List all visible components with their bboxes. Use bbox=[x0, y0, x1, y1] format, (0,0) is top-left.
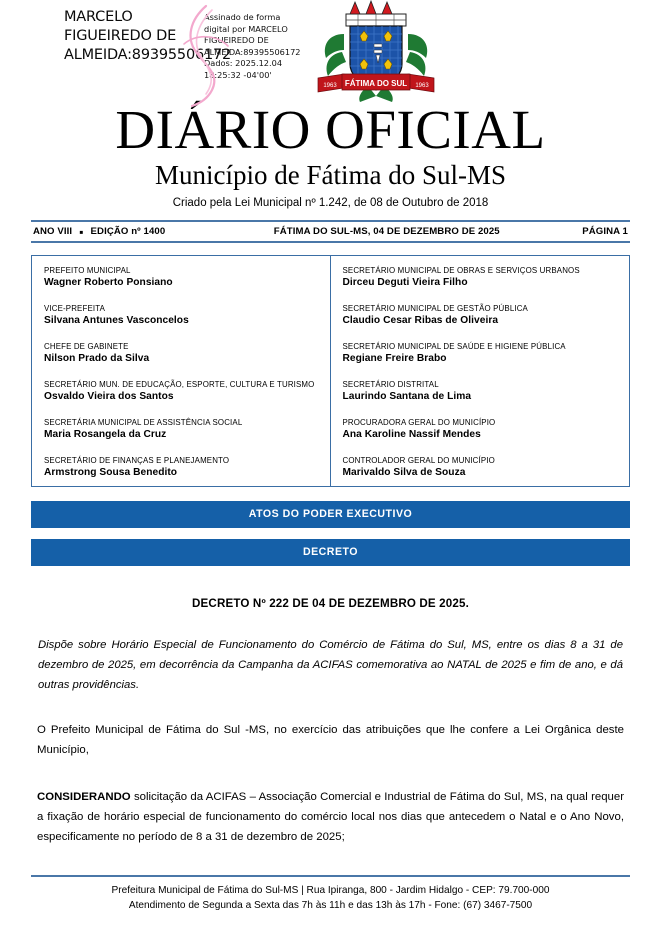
official-name: Nilson Prado da Silva bbox=[44, 353, 150, 364]
official-role: CONTROLADOR GERAL DO MUNICÍPIO bbox=[342, 456, 495, 465]
official-role: VICE-PREFEITA bbox=[44, 304, 105, 313]
official-role: CHEFE DE GABINETE bbox=[44, 342, 129, 351]
official-role: PREFEITO MUNICIPAL bbox=[44, 266, 131, 275]
official-role: PROCURADORA GERAL DO MUNICÍPIO bbox=[342, 418, 496, 427]
signature-detail-line-4: ALMEIDA:89395506172 bbox=[204, 46, 301, 57]
signature-detail-line-3: FIGUEIREDO DE bbox=[204, 35, 269, 46]
signature-detail-line-2: digital por MARCELO bbox=[204, 23, 288, 34]
page-number: PÁGINA 1 bbox=[582, 226, 628, 237]
edition-separator-icon: ▪ bbox=[79, 224, 84, 239]
official-role: SECRETÁRIO MUNICIPAL DE OBRAS E SERVIÇOS URBANOS bbox=[342, 266, 580, 275]
footer-address-line: Prefeitura Municipal de Fátima do Sul-MS | Rua Ipiranga, 800 - Jardim Hidalgo - CEP: 79.700-000 bbox=[111, 885, 550, 896]
official-name: Dirceu Deguti Vieira Filho bbox=[342, 277, 468, 288]
edition-year: ANO VIII bbox=[33, 226, 73, 237]
official-role: SECRETÁRIO MUN. DE EDUCAÇÃO, ESPORTE, CULTURA E TURISMO bbox=[44, 380, 315, 389]
emblem-ribbon-left: 1963 bbox=[323, 83, 337, 89]
masthead bbox=[31, 99, 630, 211]
official-name: Ana Karoline Nassif Mendes bbox=[342, 429, 481, 440]
decree-paragraph-1: O Prefeito Municipal de Fátima do Sul -MS, no exercício das atribuições que lhe confere a Lei Orgânica deste Município, bbox=[37, 724, 624, 756]
page-title: DIÁRIO OFICIAL bbox=[115, 99, 546, 160]
signature-details bbox=[204, 12, 326, 82]
official-entry bbox=[343, 379, 630, 404]
masthead-subtitle: Município de Fátima do Sul-MS bbox=[155, 160, 506, 190]
page-footer bbox=[31, 875, 630, 913]
section-banner-executive-acts: ATOS DO PODER EXECUTIVO bbox=[31, 501, 630, 528]
emblem-ribbon-right: 1963 bbox=[415, 83, 429, 89]
edition-city-date: FÁTIMA DO SUL-MS, 04 DE DEZEMBRO DE 2025 bbox=[273, 226, 500, 237]
official-role: SECRETÁRIO DISTRITAL bbox=[342, 380, 439, 389]
considerando-label: CONSIDERANDO bbox=[37, 791, 131, 803]
decree-title: DECRETO Nº 222 DE 04 DE DEZEMBRO DE 2025. bbox=[192, 597, 469, 610]
signature-detail-line-6: 18:25:32 -04'00' bbox=[204, 69, 272, 80]
official-role: SECRETÁRIO MUNICIPAL DE GESTÃO PÚBLICA bbox=[342, 304, 528, 313]
official-entry bbox=[44, 341, 330, 366]
considerando-text: solicitação da ACIFAS – Associação Comercial e Industrial de Fátima do Sul, MS, na qual requer a fixação de horário especial de funcionamento do comércio local nos dias que antecedem o Natal e o Ano Novo, especificamente no período de 8 a 31 de dezembro de 2025; bbox=[37, 791, 624, 843]
official-name: Maria Rosangela da Cruz bbox=[44, 429, 167, 440]
officials-column-right bbox=[331, 256, 630, 486]
edition-bar bbox=[31, 220, 630, 243]
official-role: SECRETÁRIO MUNICIPAL DE SAÚDE E HIGIENE PÚBLICA bbox=[342, 342, 566, 351]
official-name: Regiane Freire Brabo bbox=[342, 353, 447, 364]
emblem-banner-text: FÁTIMA DO SUL bbox=[344, 79, 408, 88]
official-name: Claudio Cesar Ribas de Oliveira bbox=[342, 315, 499, 326]
official-name: Armstrong Sousa Benedito bbox=[44, 467, 178, 478]
official-name: Laurindo Santana de Lima bbox=[342, 391, 472, 402]
decree-summary: Dispõe sobre Horário Especial de Funcionamento do Comércio de Fátima do Sul, MS, entre os dias 8 a 31 de dezembro de 2025, em decorrência da Campanha da ACIFAS comemorativa ao NATAL de 2025 e fim de ano, e dá outras providências. bbox=[38, 639, 623, 691]
official-entry bbox=[44, 303, 330, 328]
decree-considerando-paragraph bbox=[31, 787, 630, 847]
officials-column-left bbox=[32, 256, 331, 486]
official-entry bbox=[343, 303, 630, 328]
footer-hours-line: Atendimento de Segunda a Sexta das 7h às 11h e das 13h às 17h - Fone: (67) 3467-7500 bbox=[128, 900, 533, 911]
official-entry bbox=[44, 417, 330, 442]
official-entry bbox=[343, 341, 630, 366]
header-signature-zone bbox=[31, 0, 630, 104]
official-entry bbox=[44, 265, 330, 290]
signature-detail-line-1: Assinado de forma bbox=[204, 12, 281, 22]
official-name: Osvaldo Vieira dos Santos bbox=[44, 391, 174, 402]
official-entry bbox=[343, 455, 630, 480]
officials-table bbox=[31, 255, 630, 487]
official-role: SECRETÁRIO DE FINANÇAS E PLANEJAMENTO bbox=[44, 456, 230, 465]
official-entry bbox=[44, 379, 330, 404]
official-entry bbox=[343, 265, 630, 290]
official-name: Marivaldo Silva de Souza bbox=[342, 467, 466, 478]
signature-signer-name: MARCELO FIGUEIREDO DE ALMEIDA:89395506172 bbox=[64, 9, 232, 63]
signature-detail-line-5: Dados: 2025.12.04 bbox=[204, 58, 283, 69]
official-entry bbox=[343, 417, 630, 442]
section-banner-decree: DECRETO bbox=[31, 539, 630, 566]
masthead-law-line: Criado pela Lei Municipal nº 1.242, de 08 de Outubro de 2018 bbox=[172, 197, 489, 209]
edition-number: EDIÇÃO nº 1400 bbox=[90, 226, 166, 237]
official-name: Silvana Antunes Vasconcelos bbox=[44, 315, 189, 326]
digital-signature-block bbox=[64, 8, 326, 82]
official-role: SECRETÁRIA MUNICIPAL DE ASSISTÊNCIA SOCIAL bbox=[44, 418, 243, 427]
official-name: Wagner Roberto Ponsiano bbox=[44, 277, 173, 288]
municipal-coat-of-arms-icon bbox=[314, 0, 438, 102]
official-entry bbox=[44, 455, 330, 480]
